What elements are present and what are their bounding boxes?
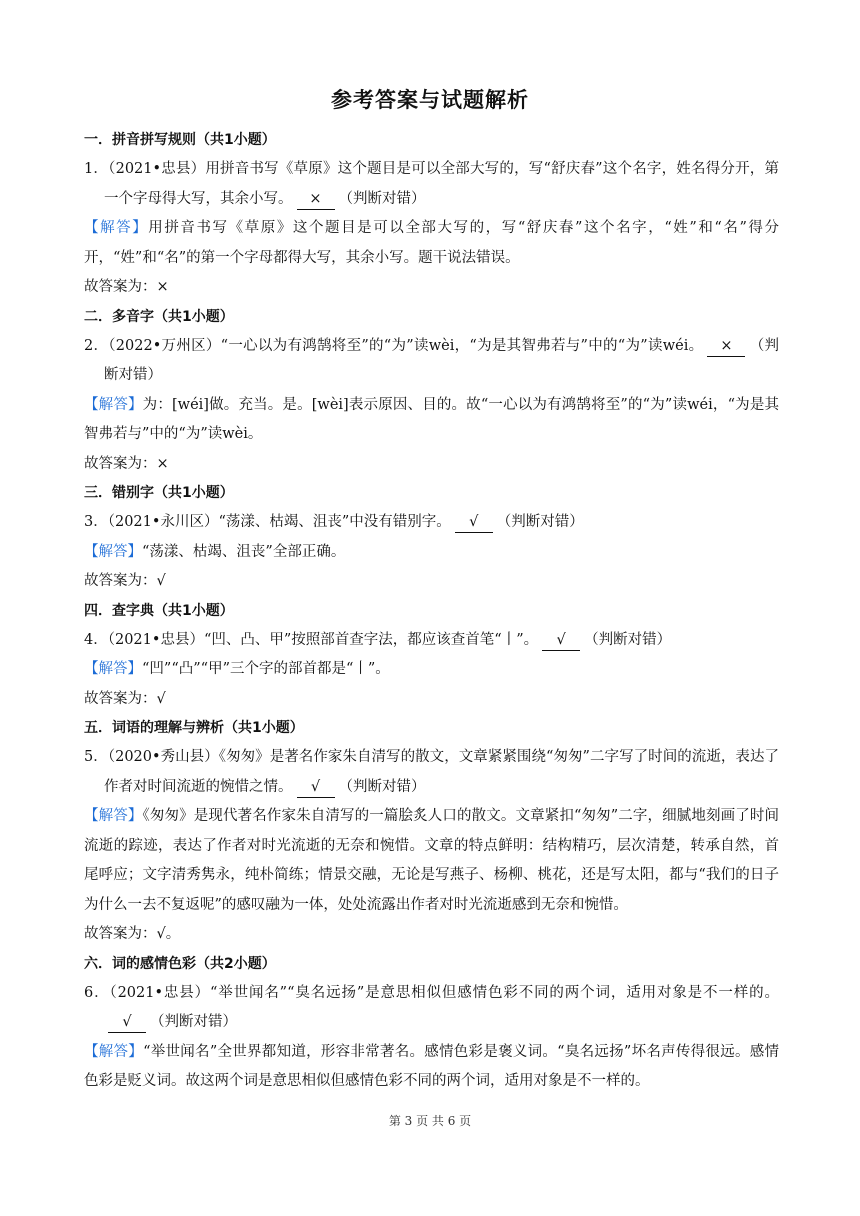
explanation-text: “荡漾、枯竭、沮丧”全部正确。 (142, 543, 346, 560)
final-answer (84, 685, 779, 715)
question-source: （2020•秀山县） (107, 749, 219, 765)
question-number: 6． (84, 984, 110, 1001)
final-value: √ (156, 573, 166, 589)
question-source: （2021•忠县） (107, 631, 204, 648)
question-number: 5． (84, 749, 108, 765)
explanation-text: “凹”“凸”“甲”三个字的部首都是“丨”。 (142, 661, 390, 677)
explanation (84, 391, 779, 450)
explanation-text: 为：[wéi]做。充当。是。[wèi]表示原因、目的。故“一心以为有鸿鹄将至”的“为”读wéi，“为是其智弗若与”中的“为”读wèi。 (84, 396, 779, 442)
answer-tag: 【解答】 (84, 396, 143, 413)
explanation (84, 655, 779, 685)
question-4 (84, 626, 779, 656)
explanation-text: 《匆匆》是现代著名作家朱自清写的一篇脍炙人口的散文。文章紧扣“匆匆”二字，细腻地刻画了时间流逝的踪迹，表达了作者对时光流逝的无奈和惋惜。文章的特点鲜明：结构精巧，层次清楚，转承自然，首尾呼应；文字清秀隽永，纯朴简练；情景交融，无论是写燕子、杨柳、桃花，还是写太阳，都与“我们的日子为什么一去不复返呢”的感叹融为一体，处处流露出作者对时光流逝感到无奈和惋惜。 (84, 808, 780, 913)
explanation (84, 214, 779, 273)
explanation (84, 538, 779, 568)
question-source: （2022•万州区） (108, 337, 221, 354)
question-source: （2021•忠县） (109, 984, 210, 1001)
final-prefix: 故答案为： (84, 455, 157, 472)
section-heading: 一．拼音拼写规则（共1小题） (84, 132, 276, 148)
answer-blank: × (297, 189, 335, 210)
question-1 (84, 155, 779, 214)
question-stem: 用拼音书写《草原》这个题目是可以全部大写的，写“舒庆春”这个名字，姓名得分开，第一个字母得大写，其余小写。 (104, 161, 779, 207)
explanation (84, 802, 779, 920)
question-number: 1． (84, 161, 109, 177)
answer-blank: √ (108, 1012, 146, 1033)
question-3 (84, 508, 779, 538)
question-source: （2021•忠县） (108, 161, 206, 177)
page-title: 参考答案与试题解析 (331, 88, 529, 112)
final-value: √ (156, 690, 166, 707)
question-number: 4． (84, 631, 108, 648)
answer-tag: 【解答】 (84, 220, 149, 236)
question-5 (84, 743, 779, 802)
question-stem: “荡漾、枯竭、沮丧”中没有错别字。 (218, 514, 451, 530)
page-footer: 第 3 页 共 6 页 (388, 1114, 472, 1128)
question-stem: “一心以为有鸿鹄将至”的“为”读wèi，“为是其智弗若与”中的“为”读wéi。 (220, 337, 704, 354)
final-answer (84, 450, 779, 480)
section-heading: 五．词语的理解与辨析（共1小题） (84, 720, 304, 736)
answer-blank: × (707, 336, 745, 357)
final-answer (84, 567, 779, 597)
section-heading: 二．多音字（共1小题） (84, 308, 234, 325)
final-prefix: 故答案为： (84, 690, 157, 707)
answer-blank: √ (542, 630, 580, 651)
question-number: 3． (84, 514, 108, 530)
section-heading: 四．查字典（共1小题） (84, 602, 234, 619)
final-value: √。 (156, 926, 181, 942)
question-source: （2021•永川区） (107, 514, 219, 530)
explanation-text: 用拼音书写《草原》这个题目是可以全部大写的，写“舒庆春”这个名字，“姓”和“名”得分开，“姓”和“名”的第一个字母都得大写，其余小写。题干说法错误。 (84, 220, 780, 266)
section-heading: 六．词的感情色彩（共2小题） (84, 955, 276, 972)
question-stem: 《匆匆》是著名作家朱自清写的散文，文章紧紧围绕“匆匆”二字写了时间的流逝，表达了作者对时间流逝的惋惜之情。 (104, 749, 779, 795)
final-answer (84, 920, 779, 950)
section-heading: 三．错别字（共1小题） (84, 485, 234, 501)
answer-blank: √ (297, 777, 335, 798)
judge-hint: （判断对错） (584, 631, 672, 648)
explanation-text: “举世闻名”全世界都知道，形容非常著名。感情色彩是褒义词。“臭名远扬”坏名声传得很远。感情色彩是贬义词。故这两个词是意思相似但感情色彩不同的两个词，适用对象是不一样的。 (84, 1043, 779, 1089)
final-answer (84, 273, 779, 303)
answer-tag: 【解答】 (84, 1043, 144, 1060)
answer-tag: 【解答】 (84, 661, 142, 677)
judge-hint: （判断对错） (104, 337, 779, 383)
question-2 (84, 332, 779, 391)
final-value: × (156, 455, 169, 472)
judge-hint: （判断对错） (338, 778, 426, 795)
judge-hint: （判断对错） (150, 1014, 237, 1030)
answer-content (84, 126, 779, 1097)
question-stem: “凹、凸、甲”按照部首查字法，都应该查首笔“丨”。 (203, 631, 539, 648)
judge-hint: （判断对错） (338, 190, 426, 207)
judge-hint: （判断对错） (496, 514, 584, 530)
answer-tag: 【解答】 (84, 543, 142, 560)
answer-blank: √ (455, 512, 493, 533)
answer-tag: 【解答】 (84, 808, 143, 824)
final-prefix: 故答案为： (84, 926, 157, 942)
question-6 (84, 979, 779, 1038)
explanation (84, 1038, 779, 1097)
final-value: × (156, 279, 169, 295)
final-prefix: 故答案为： (84, 573, 157, 589)
final-prefix: 故答案为： (84, 279, 157, 295)
question-stem: “举世闻名”“臭名远扬”是意思相似但感情色彩不同的两个词，适用对象是不一样的。 (209, 984, 779, 1001)
question-number: 2． (84, 337, 109, 354)
